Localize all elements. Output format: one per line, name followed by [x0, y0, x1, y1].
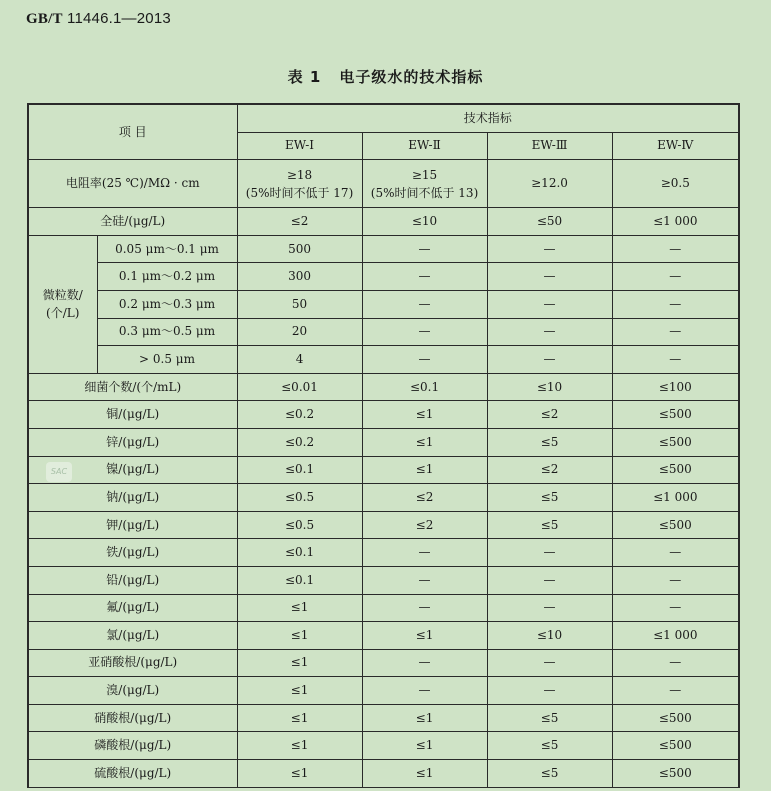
standard-code-prefix: GB/T: [26, 11, 63, 27]
row-value: ≤0.01: [237, 373, 362, 401]
particle-row: [28, 318, 739, 346]
resistivity-ew1-note: (5%时间不低于 17): [245, 185, 354, 200]
particle-range: 0.2 μm～0.3 μm: [97, 290, 237, 318]
row-label: 镍/(μg/L): [28, 456, 237, 484]
row-value: ≤0.5: [237, 511, 362, 539]
table-row: [28, 622, 739, 650]
row-value: ≤5: [487, 704, 612, 732]
particle-value: —: [612, 290, 739, 318]
row-value: ≤0.1: [237, 539, 362, 567]
row-value: ≤1 000: [612, 622, 739, 650]
row-value: ≤1: [362, 401, 487, 429]
resistivity-ew2-note: (5%时间不低于 13): [370, 185, 479, 200]
row-value: —: [362, 566, 487, 594]
row-value: ≤0.5: [237, 484, 362, 512]
row-value: ≤2: [487, 401, 612, 429]
table-row: [28, 456, 739, 484]
row-label: 钠/(μg/L): [28, 484, 237, 512]
particle-row: [28, 235, 739, 263]
particle-value: —: [362, 235, 487, 263]
row-value: ≤0.2: [237, 401, 362, 429]
row-value: ≤500: [612, 732, 739, 760]
row-value: —: [612, 566, 739, 594]
particle-value: —: [487, 318, 612, 346]
particle-value: —: [362, 290, 487, 318]
table-row: [28, 649, 739, 677]
particle-value: 50: [237, 290, 362, 318]
table-row: [28, 594, 739, 622]
particle-range: > 0.5 μm: [97, 346, 237, 374]
row-label: 硝酸根/(μg/L): [28, 704, 237, 732]
header-row: [28, 104, 739, 132]
spec-table-body: [28, 104, 739, 787]
silicon-value: ≤2: [237, 208, 362, 236]
row-value: ≤1: [237, 677, 362, 705]
table-row: [28, 401, 739, 429]
row-value: ≤2: [362, 511, 487, 539]
row-value: ≤1: [237, 704, 362, 732]
grade-header: EW-Ⅲ: [487, 132, 612, 160]
particle-value: —: [487, 235, 612, 263]
row-value: —: [612, 594, 739, 622]
row-value: ≤0.1: [237, 456, 362, 484]
row-value: ≤1: [362, 760, 487, 788]
item-header: 项 目: [28, 104, 237, 160]
row-value: —: [362, 677, 487, 705]
resistivity-ew2-value: ≥15: [411, 167, 438, 182]
table-row: [28, 566, 739, 594]
row-value: ≤500: [612, 760, 739, 788]
resistivity-row: [28, 160, 739, 208]
row-value: ≤5: [487, 760, 612, 788]
table-row: [28, 760, 739, 788]
particle-group-line2: (个/L): [46, 306, 80, 321]
particle-value: 300: [237, 263, 362, 291]
particle-value: —: [612, 235, 739, 263]
row-value: ≤2: [362, 484, 487, 512]
row-value: ≤1: [237, 622, 362, 650]
row-value: ≤500: [612, 401, 739, 429]
resistivity-label: 电阻率(25 ℃)/MΩ · cm: [28, 160, 237, 208]
resistivity-ew3: ≥12.0: [487, 160, 612, 208]
row-value: —: [612, 677, 739, 705]
table-row: [28, 484, 739, 512]
row-value: —: [612, 649, 739, 677]
particle-value: —: [487, 346, 612, 374]
spec-table: [27, 103, 740, 788]
grade-header: EW-Ⅳ: [612, 132, 739, 160]
particle-group-label: [28, 235, 97, 373]
table-title-text: 电子级水的技术指标: [339, 68, 484, 86]
sac-watermark-icon: SAC: [46, 462, 72, 482]
table-row: [28, 732, 739, 760]
row-label: 磷酸根/(μg/L): [28, 732, 237, 760]
standard-code-number: 11446.1—2013: [67, 10, 171, 27]
row-value: ≤1: [362, 456, 487, 484]
silicon-value: ≤1 000: [612, 208, 739, 236]
row-value: ≤0.1: [237, 566, 362, 594]
row-value: ≤500: [612, 704, 739, 732]
row-value: —: [487, 539, 612, 567]
silicon-value: ≤50: [487, 208, 612, 236]
row-label: 铅/(μg/L): [28, 566, 237, 594]
particle-row: [28, 263, 739, 291]
row-value: ≤1: [362, 428, 487, 456]
particle-range: 0.3 μm～0.5 μm: [97, 318, 237, 346]
particle-value: —: [487, 263, 612, 291]
particle-value: 4: [237, 346, 362, 374]
row-label: 氯/(μg/L): [28, 622, 237, 650]
row-value: ≤0.1: [362, 373, 487, 401]
row-value: ≤1: [237, 649, 362, 677]
particle-group-line1: 微粒数/: [42, 288, 83, 303]
particle-value: —: [487, 290, 612, 318]
resistivity-ew1: [237, 160, 362, 208]
row-label: 溴/(μg/L): [28, 677, 237, 705]
row-value: ≤500: [612, 456, 739, 484]
row-value: —: [612, 539, 739, 567]
row-value: ≤1: [237, 594, 362, 622]
row-value: ≤1: [362, 732, 487, 760]
row-value: ≤5: [487, 428, 612, 456]
table-row: [28, 373, 739, 401]
row-value: ≤2: [487, 456, 612, 484]
silicon-row: [28, 208, 739, 236]
particle-range: 0.05 μm～0.1 μm: [97, 235, 237, 263]
row-value: ≤100: [612, 373, 739, 401]
particle-value: 500: [237, 235, 362, 263]
row-value: ≤500: [612, 511, 739, 539]
row-value: ≤5: [487, 511, 612, 539]
row-value: ≤1: [362, 704, 487, 732]
particle-value: —: [612, 346, 739, 374]
silicon-label: 全硅/(μg/L): [28, 208, 237, 236]
row-label: 铁/(μg/L): [28, 539, 237, 567]
particle-value: —: [362, 318, 487, 346]
particle-row: [28, 346, 739, 374]
row-value: —: [487, 594, 612, 622]
row-label: 细菌个数/(个/mL): [28, 373, 237, 401]
row-value: —: [362, 594, 487, 622]
row-value: ≤5: [487, 484, 612, 512]
row-label: 铜/(μg/L): [28, 401, 237, 429]
table-row: [28, 511, 739, 539]
row-value: ≤1: [237, 760, 362, 788]
row-value: —: [487, 677, 612, 705]
particle-value: 20: [237, 318, 362, 346]
grade-header: EW-Ⅰ: [237, 132, 362, 160]
row-value: —: [362, 539, 487, 567]
row-value: ≤1: [237, 732, 362, 760]
resistivity-ew2: [362, 160, 487, 208]
particle-value: —: [612, 263, 739, 291]
row-label: 锌/(μg/L): [28, 428, 237, 456]
grade-header: EW-Ⅱ: [362, 132, 487, 160]
particle-value: —: [362, 263, 487, 291]
row-value: ≤5: [487, 732, 612, 760]
row-label: 氟/(μg/L): [28, 594, 237, 622]
row-value: ≤1: [362, 622, 487, 650]
table-row: [28, 539, 739, 567]
row-label: 钾/(μg/L): [28, 511, 237, 539]
row-label: 硫酸根/(μg/L): [28, 760, 237, 788]
row-label: 亚硝酸根/(μg/L): [28, 649, 237, 677]
row-value: —: [487, 566, 612, 594]
particle-value: —: [612, 318, 739, 346]
silicon-value: ≤10: [362, 208, 487, 236]
particle-range: 0.1 μm～0.2 μm: [97, 263, 237, 291]
row-value: —: [362, 649, 487, 677]
table-row: [28, 428, 739, 456]
spec-header: 技术指标: [237, 104, 739, 132]
row-value: ≤0.2: [237, 428, 362, 456]
row-value: ≤500: [612, 428, 739, 456]
row-value: ≤10: [487, 622, 612, 650]
particle-value: —: [362, 346, 487, 374]
table-number: 表 1: [287, 68, 322, 86]
particle-row: [28, 290, 739, 318]
row-value: ≤1 000: [612, 484, 739, 512]
resistivity-ew4: ≥0.5: [612, 160, 739, 208]
row-value: ≤10: [487, 373, 612, 401]
standard-code: [26, 10, 171, 28]
resistivity-ew1-value: ≥18: [286, 167, 313, 182]
row-value: —: [487, 649, 612, 677]
table-title: [0, 66, 771, 87]
table-row: [28, 677, 739, 705]
table-row: [28, 704, 739, 732]
